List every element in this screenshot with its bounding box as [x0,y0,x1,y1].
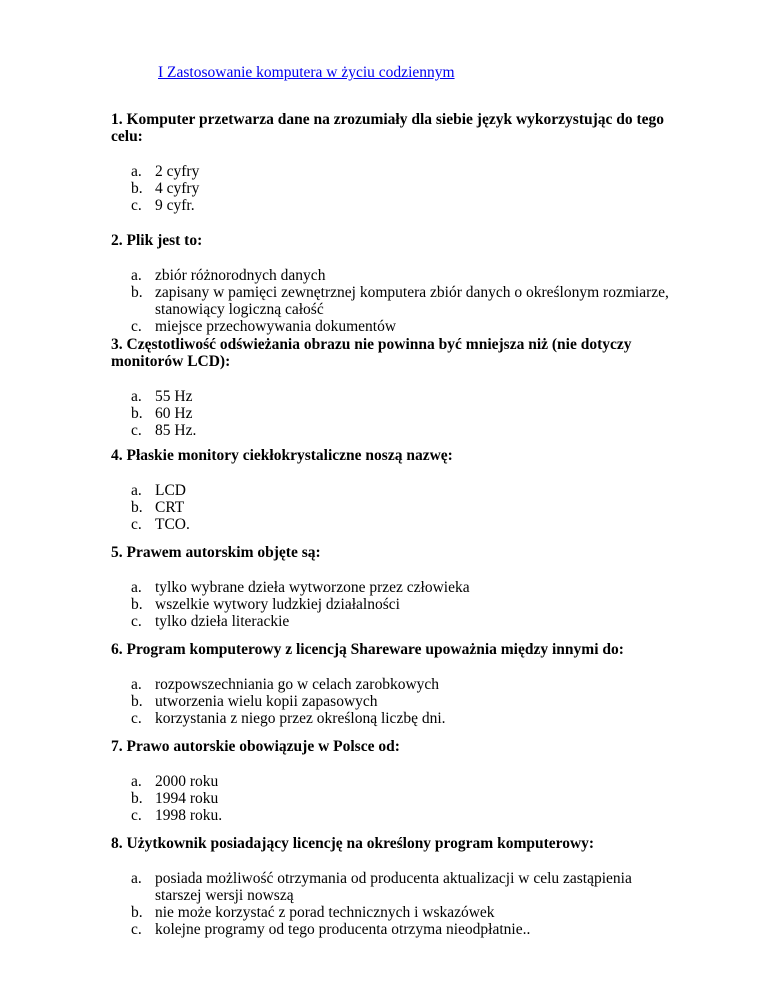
question-text: 4. Płaskie monitory ciekłokrystaliczne noszą nazwę: [111,447,453,464]
question-1 [111,111,671,214]
answer-option: b. 4 cyfry [131,180,200,197]
answer-list [111,267,671,335]
answer-option: a. 2 cyfry [131,163,200,180]
answer-option: a. posiada możliwość otrzymania od producenta aktualizacji w celu zastąpienia starszej wersji nowszą [131,870,632,904]
answer-option: c. miejsce przechowywania dokumentów [131,318,397,335]
question-text: 6. Program komputerowy z licencją Shareware upoważnia między innymi do: [111,641,624,658]
answer-option: b. nie może korzystać z porad technicznych i wskazówek [131,904,495,921]
answer-option: c. tylko dzieła literackie [131,613,290,630]
answer-list [111,773,671,824]
answer-option: c. korzystania z niego przez określoną liczbę dni. [131,710,446,727]
question-5 [111,544,671,630]
question-2 [111,232,671,335]
question-text: 1. Komputer przetwarza dane na zrozumiały dla siebie język wykorzystując do tego celu: [111,111,665,145]
answer-option: b. 60 Hz [131,405,193,422]
answer-option: a. LCD [131,482,186,499]
question-7 [111,738,671,824]
question-4 [111,447,671,533]
answer-list [111,579,671,630]
answer-option: b. CRT [131,499,185,516]
title-link[interactable]: I Zastosowanie komputera w życiu codziennym [158,64,455,81]
question-8 [111,835,671,938]
answer-list [111,676,671,727]
answer-option: a. tylko wybrane dzieła wytworzone przez człowieka [131,579,470,596]
answer-list [111,388,671,439]
answer-option: b. zapisany w pamięci zewnętrznej komputera zbiór danych o określonym rozmiarze, stanowiący logiczną całość [131,284,669,318]
answer-option: c. 85 Hz. [131,422,197,439]
answer-list [111,163,671,214]
answer-list [111,482,671,533]
question-text: 2. Plik jest to: [111,232,203,249]
answer-option: b. utworzenia wielu kopii zapasowych [131,693,378,710]
answer-list [111,870,671,938]
answer-option: a. rozpowszechniania go w celach zarobkowych [131,676,440,693]
question-3 [111,336,671,439]
answer-option: b. wszelkie wytwory ludzkiej działalności [131,596,400,613]
answer-option: a. 55 Hz [131,388,193,405]
answer-option: c. TCO. [131,516,190,533]
answer-option: c. kolejne programy od tego producenta otrzyma nieodpłatnie.. [131,921,531,938]
answer-option: c. 1998 roku. [131,807,223,824]
question-text: 3. Częstotliwość odświeżania obrazu nie powinna być mniejsza niż (nie dotyczy monitorów LCD): [111,336,632,370]
question-text: 5. Prawem autorskim objęte są: [111,544,321,561]
answer-option: a. 2000 roku [131,773,219,790]
answer-option: b. 1994 roku [131,790,219,807]
answer-option: a. zbiór różnorodnych danych [131,267,326,284]
answer-option: c. 9 cyfr. [131,197,195,214]
question-text: 7. Prawo autorskie obowiązuje w Polsce od: [111,738,400,755]
question-6 [111,641,671,727]
question-text: 8. Użytkownik posiadający licencję na określony program komputerowy: [111,835,595,852]
